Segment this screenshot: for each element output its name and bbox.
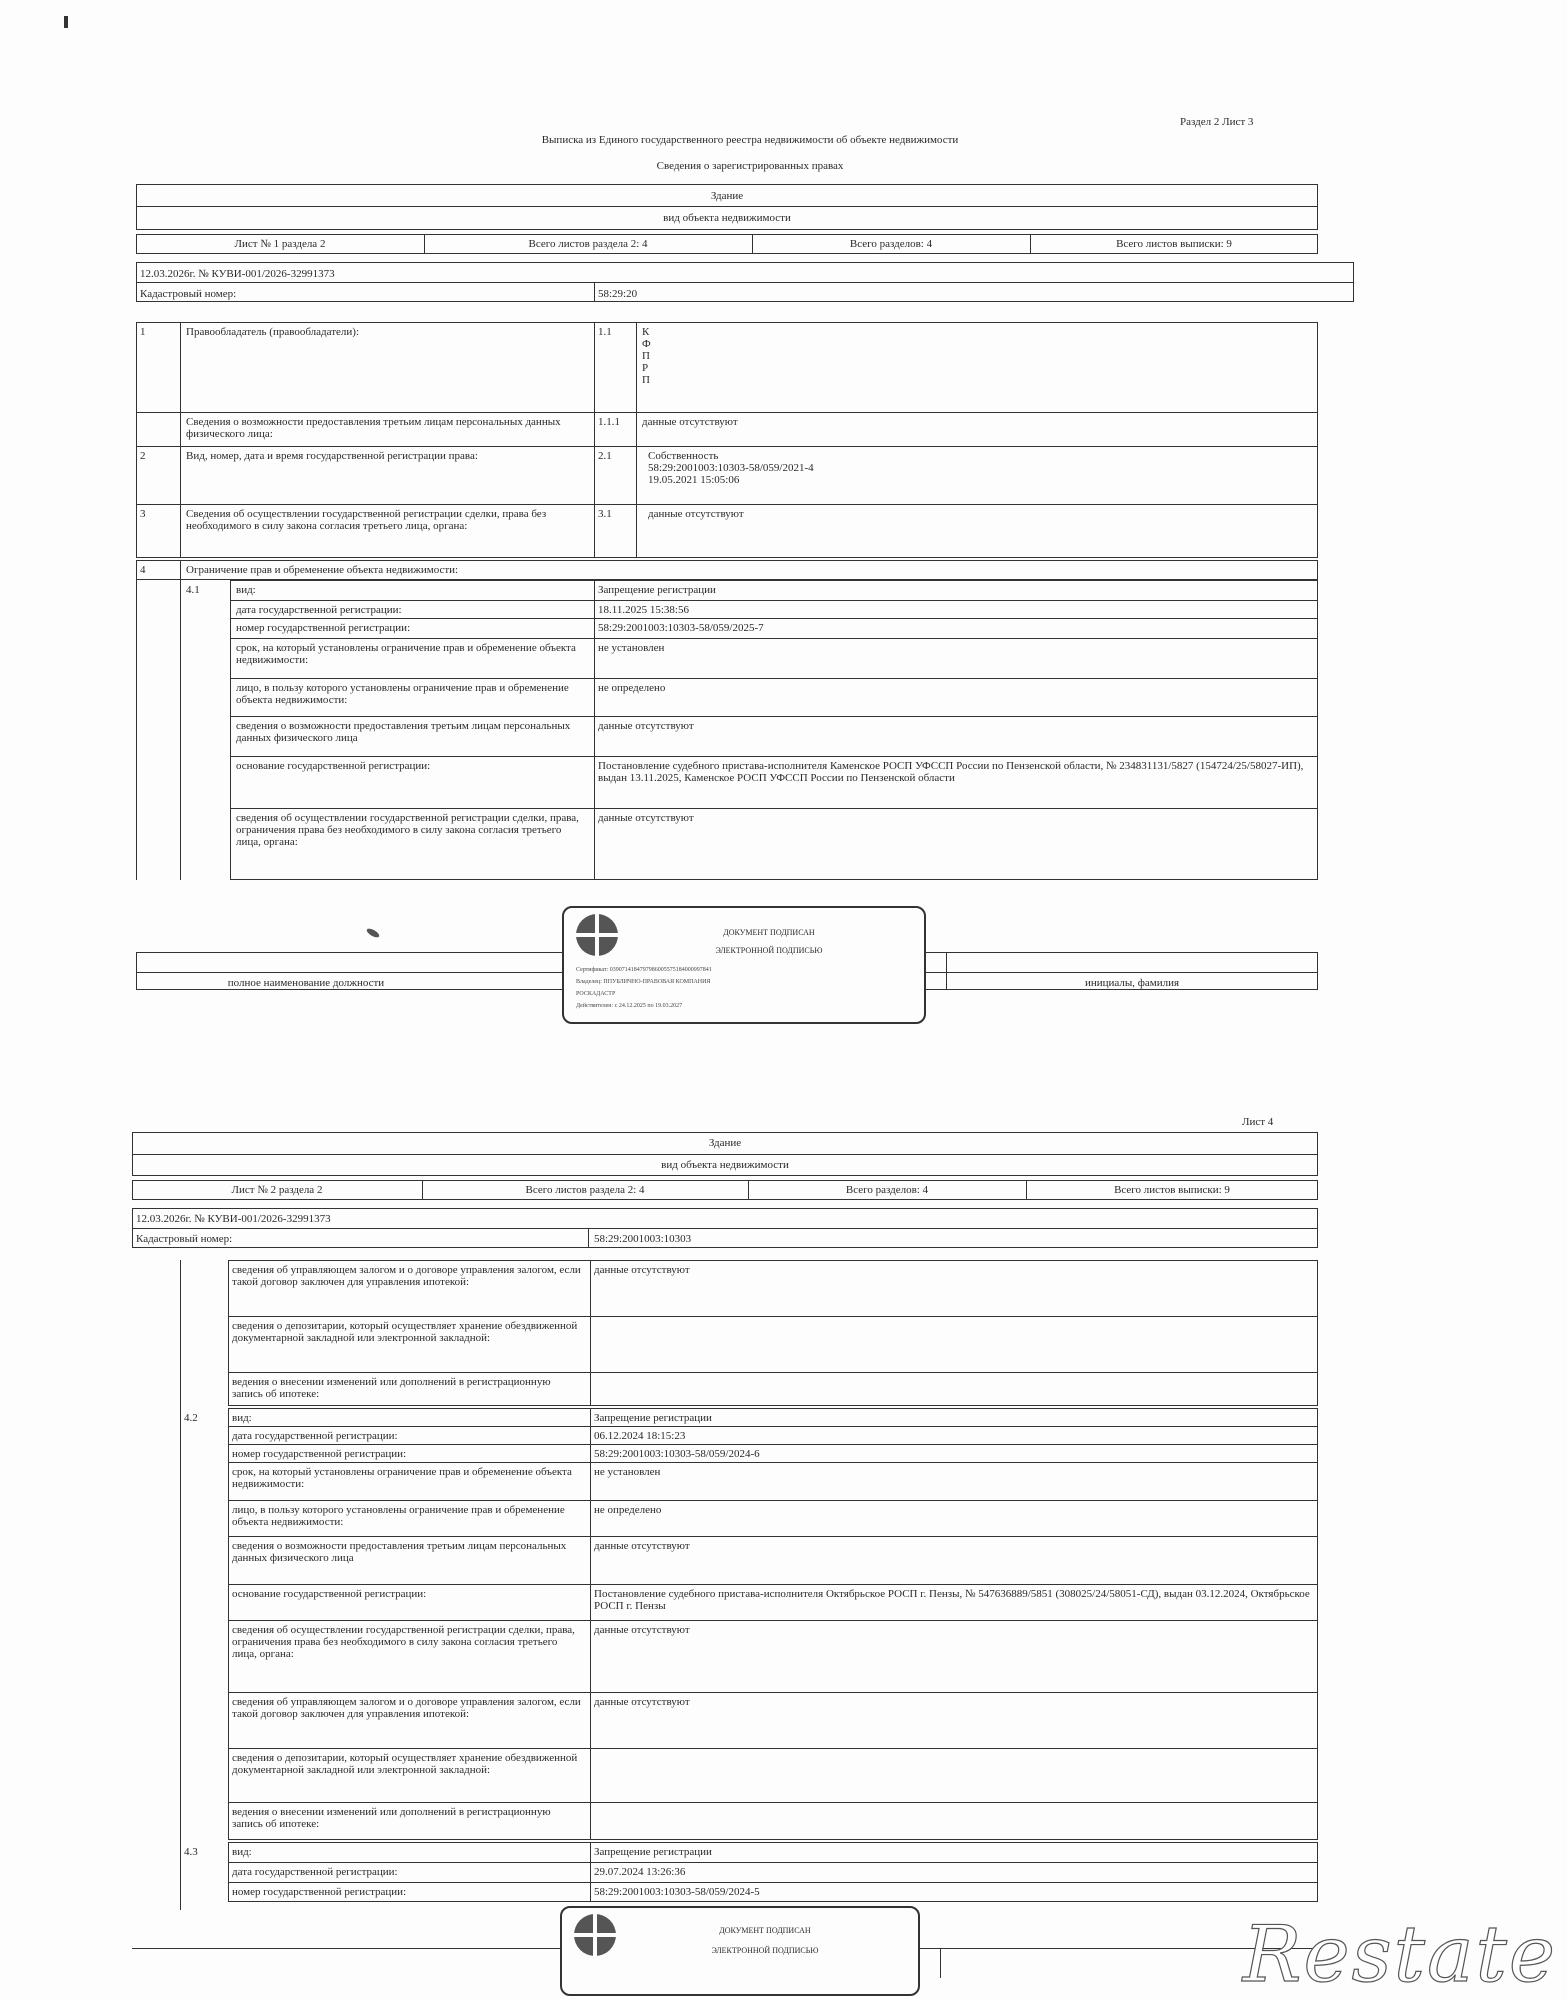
total-sheets: Всего листов выписки: 9 (1116, 238, 1232, 250)
object-type-caption: вид объекта недвижимости (663, 212, 791, 224)
restriction-label: Ограничение прав и обременение объекта недвижимости: (186, 564, 459, 576)
document-title: Выписка из Единого государственного реестра недвижимости об объекте недвижимости (541, 134, 959, 146)
footer-initials-caption: инициалы, фамилия (1084, 977, 1180, 989)
row-number: 4 (140, 564, 146, 576)
object-type-caption: вид объекта недвижимости (661, 1159, 789, 1171)
row-subnumber: 3.1 (598, 508, 612, 520)
stamp-line: ЭЛЕКТРОННОЙ ПОДПИСЬЮ (711, 1946, 819, 1955)
sub-row-label: номер государственной регистрации: (232, 1448, 407, 1460)
row-label: Правообладатель (правообладатели): (186, 326, 360, 338)
sub-row-label: номер государственной регистрации: (232, 1886, 407, 1898)
document-subtitle: Сведения о зарегистрированных правах (656, 160, 844, 172)
scan-smudge (365, 927, 380, 939)
sub-number: 4.1 (186, 584, 200, 596)
row-subnumber: 2.1 (598, 450, 612, 462)
sub-row-value: не определено (594, 1504, 662, 1516)
electronic-signature-stamp (562, 906, 926, 1024)
sub-row-label: вид: (236, 584, 256, 596)
page-corner-mark (64, 16, 68, 28)
row-number: 2 (140, 450, 146, 462)
cadastral-label: Кадастровый номер: (136, 1233, 233, 1245)
stamp-line: ДОКУМЕНТ ПОДПИСАН (723, 928, 815, 937)
row-value: данные отсутствуют (648, 508, 744, 520)
sub-number: 4.2 (184, 1412, 198, 1424)
sub-row-value: данные отсутствуют (598, 720, 694, 732)
sub-row-label: сведения об управляющем залогом и о договоре управления залогом, если такой договор заключен для управления ипотекой: (232, 1696, 581, 1720)
stamp-owner: Владелец: ППУБЛИЧНО-ПРАВОВАЯ КОМПАНИЯ (576, 979, 711, 985)
row-value: данные отсутствуют (594, 1264, 690, 1276)
sub-row-value: не установлен (594, 1466, 661, 1478)
row-label: сведения о депозитарии, который осуществляет хранение обездвиженной документарной закладной или электронной закладной: (232, 1320, 578, 1344)
sub-row-value: 06.12.2024 18:15:23 (594, 1430, 686, 1442)
sub-row-label: основание государственной регистрации: (232, 1588, 427, 1600)
sub-row-value: Постановление судебного пристава-исполнителя Октябрьское РОСП г. Пензы, № 547636889/5851 (308025/24/58051-СД), выдан 03.12.2024, Октябрьское РОСП г. Пензы (594, 1588, 1310, 1612)
sub-row-value: Запрещение регистрации (594, 1846, 712, 1858)
row-number: 1 (140, 326, 146, 338)
object-type: Здание (710, 190, 744, 202)
sub-row-label: лицо, в пользу которого установлены ограничение прав и обременение объекта недвижимости: (236, 682, 569, 706)
total-sheets: Всего листов выписки: 9 (1114, 1184, 1230, 1196)
sub-row-value: не установлен (598, 642, 665, 654)
sub-row-label: дата государственной регистрации: (232, 1430, 398, 1442)
stamp-certificate: Сертификат: 0390714184797986005575184000997841 (576, 967, 712, 973)
sub-row-label: срок, на который установлены ограничение прав и обременение объекта недвижимости: (232, 1466, 572, 1490)
sub-row-value: данные отсутствуют (594, 1624, 690, 1636)
stamp-owner: РОСКАДАСТР (576, 991, 616, 997)
total-sections: Всего разделов: 4 (849, 238, 933, 250)
sub-row-label: ведения о внесении изменений или дополнений в регистрационную запись об ипотеке: (232, 1806, 551, 1830)
row-value: данные отсутствуют (642, 416, 738, 428)
cadastral-value: 58:29:2001003:10303 (594, 1233, 692, 1245)
row-label: Сведения об осуществлении государственной регистрации сделки, права без необходимого в силу закона согласия третьего лица, органа: (186, 508, 547, 532)
row-number: 3 (140, 508, 146, 520)
stamp-line: ДОКУМЕНТ ПОДПИСАН (719, 1926, 811, 1935)
rosreestr-logo-icon (574, 1914, 616, 1956)
row-value: К Ф П Р П (642, 326, 651, 386)
row-label: Сведения о возможности предоставления третьим лицам персональных данных физического лица: (186, 416, 561, 440)
restate-watermark: Restate (1242, 1910, 1557, 2000)
sub-row-label: сведения о депозитарии, который осуществляет хранение обездвиженной документарной закладной или электронной закладной: (232, 1752, 578, 1776)
sub-row-value: Запрещение регистрации (594, 1412, 712, 1424)
sub-row-label: дата государственной регистрации: (232, 1866, 398, 1878)
sub-row-label: вид: (232, 1412, 252, 1424)
electronic-signature-stamp (560, 1906, 920, 1996)
sub-row-label: срок, на который установлены ограничение прав и обременение объекта недвижимости: (236, 642, 576, 666)
row-value: Собственность 58:29:2001003:10303-58/059/2021-4 19.05.2021 15:05:06 (648, 450, 814, 486)
stamp-validity: Действителен: с 24.12.2025 по 19.03.2027 (576, 1003, 683, 1009)
sub-row-value: данные отсутствуют (594, 1540, 690, 1552)
sheet-number: Лист № 1 раздела 2 (234, 238, 326, 250)
row-label: Вид, номер, дата и время государственной регистрации права: (186, 450, 478, 462)
sub-row-value: не определено (598, 682, 666, 694)
sub-row-label: дата государственной регистрации: (236, 604, 402, 616)
row-subnumber: 1.1 (598, 326, 612, 338)
sub-row-value: 29.07.2024 13:26:36 (594, 1866, 686, 1878)
sub-number: 4.3 (184, 1846, 198, 1858)
cadastral-label: Кадастровый номер: (140, 288, 237, 300)
stamp-line: ЭЛЕКТРОННОЙ ПОДПИСЬЮ (715, 946, 823, 955)
sub-row-label: основание государственной регистрации: (236, 760, 431, 772)
date-number: 12.03.2026г. № КУВИ-001/2026-32991373 (140, 268, 335, 280)
sheets-in-section: Всего листов раздела 2: 4 (525, 1184, 645, 1196)
sub-row-label: сведения об осуществлении государственной регистрации сделки, права, ограничения права без необходимого в силу закона согласия третьего лица, органа: (232, 1624, 575, 1660)
sheet-label: Лист 4 (1242, 1116, 1274, 1128)
sub-row-value: 58:29:2001003:10303-58/059/2025-7 (598, 622, 764, 634)
sub-row-label: вид: (232, 1846, 252, 1858)
sub-row-value: данные отсутствуют (598, 812, 694, 824)
sub-row-value: 58:29:2001003:10303-58/059/2024-5 (594, 1886, 760, 1898)
section-sheet-label: Раздел 2 Лист 3 (1180, 116, 1254, 128)
sheets-in-section: Всего листов раздела 2: 4 (528, 238, 648, 250)
sheet-number: Лист № 2 раздела 2 (231, 1184, 323, 1196)
sub-row-value: Постановление судебного пристава-исполнителя Каменское РОСП УФССП России по Пензенской области, № 234831131/5827 (154724/25/58027-ИП), выдан 13.11.2025, Каменское РОСП УФССП России по Пензенской области (598, 760, 1304, 784)
sub-row-value: 18.11.2025 15:38:56 (598, 604, 689, 616)
sub-row-value: 58:29:2001003:10303-58/059/2024-6 (594, 1448, 760, 1460)
sub-row-label: сведения о возможности предоставления третьим лицам персональных данных физического лица (236, 720, 571, 744)
cadastral-value: 58:29:20 (598, 288, 638, 300)
date-number: 12.03.2026г. № КУВИ-001/2026-32991373 (136, 1213, 331, 1225)
row-label: ведения о внесении изменений или дополнений в регистрационную запись об ипотеке: (232, 1376, 551, 1400)
sub-row-label: лицо, в пользу которого установлены ограничение прав и обременение объекта недвижимости: (232, 1504, 565, 1528)
object-type: Здание (708, 1137, 742, 1149)
rosreestr-logo-icon (576, 914, 618, 956)
row-label: сведения об управляющем залогом и о договоре управления залогом, если такой договор заключен для управления ипотекой: (232, 1264, 581, 1288)
total-sections: Всего разделов: 4 (845, 1184, 929, 1196)
row-subnumber: 1.1.1 (598, 416, 620, 428)
sub-row-label: номер государственной регистрации: (236, 622, 411, 634)
sub-row-label: сведения о возможности предоставления третьим лицам персональных данных физического лица (232, 1540, 567, 1564)
sub-row-value: Запрещение регистрации (598, 584, 716, 596)
footer-position-caption: полное наименование должности (227, 977, 385, 989)
sub-row-value: данные отсутствуют (594, 1696, 690, 1708)
sub-row-label: сведения об осуществлении государственной регистрации сделки, права, ограничения права без необходимого в силу закона согласия третьего лица, органа: (236, 812, 579, 848)
